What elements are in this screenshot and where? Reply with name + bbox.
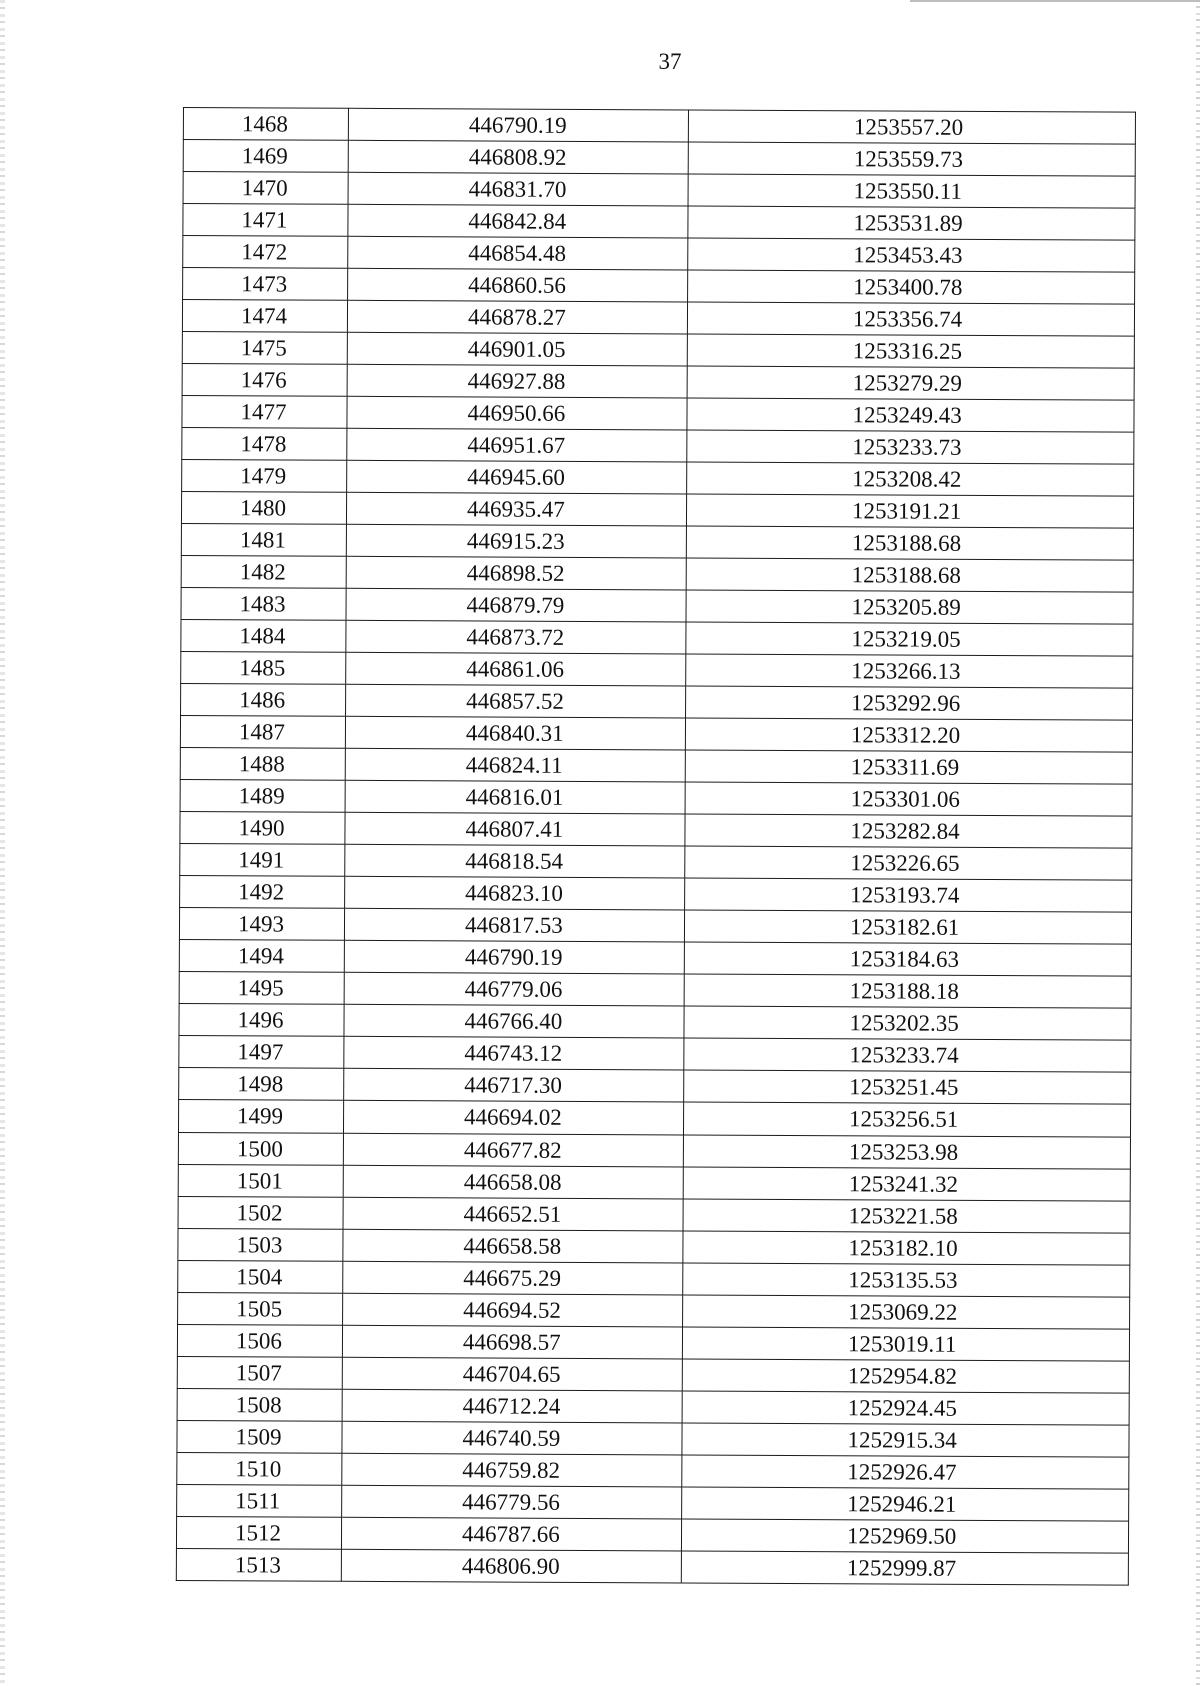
point-id-cell: 1498 [179, 1068, 344, 1101]
x-coordinate-cell: 446740.59 [342, 1421, 682, 1455]
x-coordinate-cell: 446818.54 [345, 845, 685, 879]
x-coordinate-cell: 446694.52 [343, 1293, 683, 1327]
point-id-cell: 1513 [176, 1548, 341, 1581]
point-id-cell: 1490 [180, 812, 345, 845]
x-coordinate-cell: 446790.19 [344, 941, 684, 975]
x-coordinate-cell: 446779.56 [342, 1485, 682, 1519]
x-coordinate-cell: 446787.66 [341, 1517, 681, 1551]
page-number: 37 [658, 49, 682, 74]
x-coordinate-cell: 446831.70 [348, 172, 688, 206]
y-coordinate-cell: 1253292.96 [686, 686, 1133, 720]
table-row [180, 876, 1132, 913]
point-id-cell: 1486 [181, 684, 346, 717]
table-row [178, 1100, 1130, 1137]
y-coordinate-cell: 1253182.61 [684, 910, 1131, 944]
table-row [180, 780, 1132, 817]
x-coordinate-cell: 446823.10 [345, 877, 685, 911]
y-coordinate-cell: 1253531.89 [688, 206, 1135, 240]
point-id-cell: 1479 [182, 460, 347, 493]
table-row [178, 1228, 1130, 1265]
point-id-cell: 1469 [183, 140, 348, 173]
table-row [176, 1516, 1128, 1553]
x-coordinate-cell: 446704.65 [342, 1357, 682, 1391]
table-row [182, 460, 1134, 497]
x-coordinate-cell: 446950.66 [347, 396, 687, 430]
y-coordinate-cell: 1253256.51 [683, 1102, 1130, 1136]
table-row [178, 1196, 1130, 1233]
table-row [182, 364, 1134, 401]
table-row [180, 844, 1132, 881]
y-coordinate-cell: 1253188.18 [684, 974, 1131, 1008]
table-row [183, 236, 1135, 273]
table-row [183, 140, 1135, 177]
point-id-cell: 1507 [177, 1356, 342, 1389]
table-row [178, 1132, 1130, 1169]
y-coordinate-cell: 1252954.82 [682, 1359, 1129, 1393]
y-coordinate-cell: 1253019.11 [682, 1327, 1129, 1361]
x-coordinate-cell: 446927.88 [347, 364, 687, 398]
y-coordinate-cell: 1252924.45 [682, 1391, 1129, 1425]
table-row [183, 204, 1135, 241]
y-coordinate-cell: 1253226.65 [685, 846, 1132, 880]
point-id-cell: 1487 [180, 716, 345, 749]
table-row [181, 492, 1133, 529]
point-id-cell: 1476 [182, 364, 347, 397]
point-id-cell: 1480 [181, 492, 346, 525]
y-coordinate-cell: 1253282.84 [685, 814, 1132, 848]
y-coordinate-cell: 1252926.47 [682, 1455, 1129, 1489]
point-id-cell: 1509 [177, 1420, 342, 1453]
y-coordinate-cell: 1253266.13 [686, 654, 1133, 688]
point-id-cell: 1493 [179, 908, 344, 941]
point-id-cell: 1484 [181, 620, 346, 653]
x-coordinate-cell: 446743.12 [344, 1037, 684, 1071]
y-coordinate-cell: 1253191.21 [686, 494, 1133, 528]
x-coordinate-cell: 446808.92 [348, 140, 688, 174]
table-row [177, 1484, 1129, 1521]
table-row [182, 428, 1134, 465]
table-row [180, 748, 1132, 785]
table-row [179, 1004, 1131, 1041]
x-coordinate-cell: 446790.19 [348, 108, 688, 142]
x-coordinate-cell: 446878.27 [347, 300, 687, 334]
x-coordinate-cell: 446806.90 [341, 1549, 681, 1583]
scan-edge-right [1196, 0, 1200, 1686]
x-coordinate-cell: 446915.23 [346, 525, 686, 559]
point-id-cell: 1508 [177, 1388, 342, 1421]
table-row [179, 940, 1131, 977]
x-coordinate-cell: 446840.31 [345, 717, 685, 751]
y-coordinate-cell: 1253221.58 [683, 1198, 1130, 1232]
table-row [178, 1164, 1130, 1201]
scan-top-line [910, 0, 1200, 2]
x-coordinate-cell: 446717.30 [344, 1069, 684, 1103]
point-id-cell: 1488 [180, 748, 345, 781]
point-id-cell: 1482 [181, 556, 346, 589]
x-coordinate-cell: 446712.24 [342, 1389, 682, 1423]
y-coordinate-cell: 1253233.74 [684, 1038, 1131, 1072]
point-id-cell: 1504 [178, 1260, 343, 1293]
table-row [179, 1068, 1131, 1105]
table-row [180, 812, 1132, 849]
y-coordinate-cell: 1253069.22 [683, 1295, 1130, 1329]
y-coordinate-cell: 1253182.10 [683, 1231, 1130, 1265]
y-coordinate-cell: 1252969.50 [681, 1519, 1128, 1553]
table-row [179, 1036, 1131, 1073]
point-id-cell: 1468 [183, 108, 348, 141]
x-coordinate-cell: 446652.51 [343, 1197, 683, 1231]
point-id-cell: 1485 [181, 652, 346, 685]
table-row [178, 1260, 1130, 1297]
point-id-cell: 1494 [179, 940, 344, 973]
x-coordinate-cell: 446945.60 [347, 460, 687, 494]
x-coordinate-cell: 446677.82 [343, 1133, 683, 1167]
y-coordinate-cell: 1253219.05 [686, 622, 1133, 656]
y-coordinate-cell: 1253311.69 [685, 750, 1132, 784]
point-id-cell: 1473 [183, 268, 348, 301]
point-id-cell: 1472 [183, 236, 348, 269]
x-coordinate-cell: 446779.06 [344, 973, 684, 1007]
y-coordinate-cell: 1252915.34 [682, 1423, 1129, 1457]
y-coordinate-cell: 1253188.68 [686, 526, 1133, 560]
table-row [183, 108, 1135, 145]
table-row [179, 908, 1131, 945]
y-coordinate-cell: 1253184.63 [684, 942, 1131, 976]
point-id-cell: 1510 [177, 1452, 342, 1485]
point-id-cell: 1477 [182, 396, 347, 429]
point-id-cell: 1471 [183, 204, 348, 237]
point-id-cell: 1489 [180, 780, 345, 813]
x-coordinate-cell: 446854.48 [348, 236, 688, 270]
x-coordinate-cell: 446824.11 [345, 749, 685, 783]
point-id-cell: 1512 [176, 1516, 341, 1549]
x-coordinate-cell: 446817.53 [344, 909, 684, 943]
point-id-cell: 1495 [179, 972, 344, 1005]
y-coordinate-cell: 1253251.45 [684, 1070, 1131, 1104]
point-id-cell: 1475 [182, 332, 347, 365]
table-row [180, 716, 1132, 753]
table-row [181, 588, 1133, 625]
x-coordinate-cell: 446898.52 [346, 557, 686, 591]
coordinate-table-body [176, 108, 1135, 1586]
y-coordinate-cell: 1253208.42 [687, 462, 1134, 496]
y-coordinate-cell: 1253205.89 [686, 590, 1133, 624]
x-coordinate-cell: 446807.41 [345, 813, 685, 847]
scan-edge-left [0, 0, 5, 1686]
point-id-cell: 1491 [180, 844, 345, 877]
point-id-cell: 1499 [178, 1100, 343, 1133]
point-id-cell: 1496 [179, 1004, 344, 1037]
y-coordinate-cell: 1253301.06 [685, 782, 1132, 816]
point-id-cell: 1503 [178, 1228, 343, 1261]
x-coordinate-cell: 446759.82 [342, 1453, 682, 1487]
y-coordinate-cell: 1253453.43 [688, 238, 1135, 272]
y-coordinate-cell: 1253253.98 [683, 1134, 1130, 1168]
point-id-cell: 1505 [178, 1292, 343, 1325]
point-id-cell: 1470 [183, 172, 348, 205]
table-row [181, 556, 1133, 593]
table-row [177, 1420, 1129, 1457]
y-coordinate-cell: 1253202.35 [684, 1006, 1131, 1040]
table-row [178, 1292, 1130, 1329]
table-row [181, 620, 1133, 657]
table-row [177, 1452, 1129, 1489]
y-coordinate-cell: 1253312.20 [685, 718, 1132, 752]
point-id-cell: 1501 [178, 1164, 343, 1197]
y-coordinate-cell: 1253557.20 [688, 110, 1135, 144]
table-row [182, 300, 1134, 337]
table-row [177, 1356, 1129, 1393]
point-id-cell: 1474 [182, 300, 347, 333]
x-coordinate-cell: 446658.58 [343, 1229, 683, 1263]
y-coordinate-cell: 1253316.25 [687, 334, 1134, 368]
x-coordinate-cell: 446675.29 [343, 1261, 683, 1295]
point-id-cell: 1500 [178, 1132, 343, 1165]
point-id-cell: 1478 [182, 428, 347, 461]
y-coordinate-cell: 1253279.29 [687, 366, 1134, 400]
x-coordinate-cell: 446860.56 [348, 268, 688, 302]
x-coordinate-cell: 446857.52 [346, 685, 686, 719]
x-coordinate-cell: 446935.47 [346, 492, 686, 526]
coordinate-table [176, 107, 1136, 1586]
y-coordinate-cell: 1253193.74 [685, 878, 1132, 912]
table-row [177, 1388, 1129, 1425]
x-coordinate-cell: 446694.02 [343, 1101, 683, 1135]
point-id-cell: 1497 [179, 1036, 344, 1069]
table-row [182, 332, 1134, 369]
x-coordinate-cell: 446698.57 [342, 1325, 682, 1359]
table-row [183, 172, 1135, 209]
y-coordinate-cell: 1253356.74 [687, 302, 1134, 336]
y-coordinate-cell: 1253249.43 [687, 398, 1134, 432]
x-coordinate-cell: 446901.05 [347, 332, 687, 366]
x-coordinate-cell: 446766.40 [344, 1005, 684, 1039]
point-id-cell: 1481 [181, 524, 346, 557]
x-coordinate-cell: 446816.01 [345, 781, 685, 815]
x-coordinate-cell: 446873.72 [346, 621, 686, 655]
x-coordinate-cell: 446879.79 [346, 589, 686, 623]
point-id-cell: 1492 [180, 876, 345, 909]
y-coordinate-cell: 1253559.73 [688, 142, 1135, 176]
y-coordinate-cell: 1253400.78 [688, 270, 1135, 304]
y-coordinate-cell: 1253233.73 [687, 430, 1134, 464]
y-coordinate-cell: 1253241.32 [683, 1166, 1130, 1200]
table-row [176, 1548, 1128, 1585]
y-coordinate-cell: 1252999.87 [681, 1551, 1128, 1585]
y-coordinate-cell: 1253188.68 [686, 558, 1133, 592]
point-id-cell: 1483 [181, 588, 346, 621]
table-row [183, 268, 1135, 305]
x-coordinate-cell: 446658.08 [343, 1165, 683, 1199]
x-coordinate-cell: 446842.84 [348, 204, 688, 238]
y-coordinate-cell: 1252946.21 [682, 1487, 1129, 1521]
table-row [181, 652, 1133, 689]
y-coordinate-cell: 1253550.11 [688, 174, 1135, 208]
table-row [181, 684, 1133, 721]
point-id-cell: 1506 [177, 1324, 342, 1357]
y-coordinate-cell: 1253135.53 [683, 1263, 1130, 1297]
table-row [181, 524, 1133, 561]
point-id-cell: 1502 [178, 1196, 343, 1229]
x-coordinate-cell: 446951.67 [347, 428, 687, 462]
table-row [177, 1324, 1129, 1361]
x-coordinate-cell: 446861.06 [346, 653, 686, 687]
table-row [179, 972, 1131, 1009]
table-row [182, 396, 1134, 433]
point-id-cell: 1511 [177, 1484, 342, 1517]
